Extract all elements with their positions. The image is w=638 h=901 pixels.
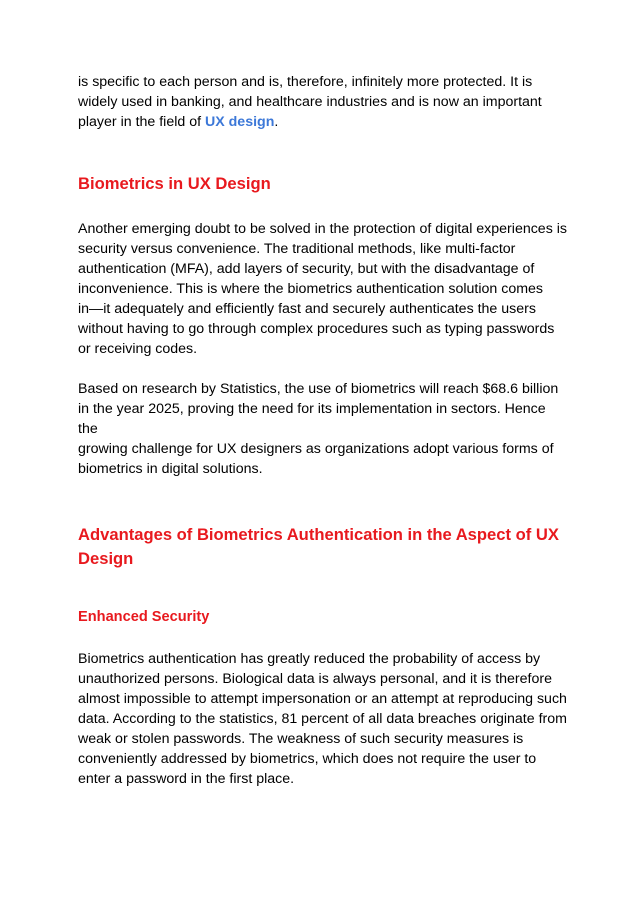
enhanced-security-paragraph: Biometrics authentication has greatly reduced the probability of access by unauthorized persons. Biological data is always personal, and it is therefore almost impossible to attempt impersonation or an attempt at reproducing such data. According to the statistics, 81 percent of all data breaches originate from weak or stolen passwords. The weakness of such security measures is conveniently addressed by biometrics, which does not require the user to enter a password in the first place. [78, 651, 567, 787]
advantages-heading: Advantages of Biometrics Authentication in the Aspect of UX Design [78, 525, 559, 568]
document-page [78, 72, 568, 789]
biometrics-paragraph-1: Another emerging doubt to be solved in the protection of digital experiences is security versus convenience. The traditional methods, like multi-factor authentication (MFA), add layers of security, but with the disadvantage of inconvenience. This is where the biometrics authentication solution comes in—it adequately and efficiently fast and securely authenticates the users without having to go through complex procedures such as typing passwords or receiving codes. [78, 221, 567, 357]
ux-design-link[interactable]: UX design [204, 114, 275, 130]
biometrics-paragraph-2: Based on research by Statistics, the use of biometrics will reach $68.6 billion in the year 2025, proving the need for its implementation in sectors. Hence the growing challenge for UX designers as organizations adopt various forms of biometrics in digital solutions. [78, 381, 559, 477]
enhanced-security-heading: Enhanced Security [78, 609, 210, 625]
biometrics-heading: Biometrics in UX Design [78, 174, 271, 193]
intro-paragraph [78, 72, 568, 132]
intro-text: is specific to each person and is, therefore, infinitely more protected. It is widely used in banking, and healthcare industries and is now an important player in the field of [78, 74, 542, 130]
intro-text-end: . [274, 114, 279, 130]
